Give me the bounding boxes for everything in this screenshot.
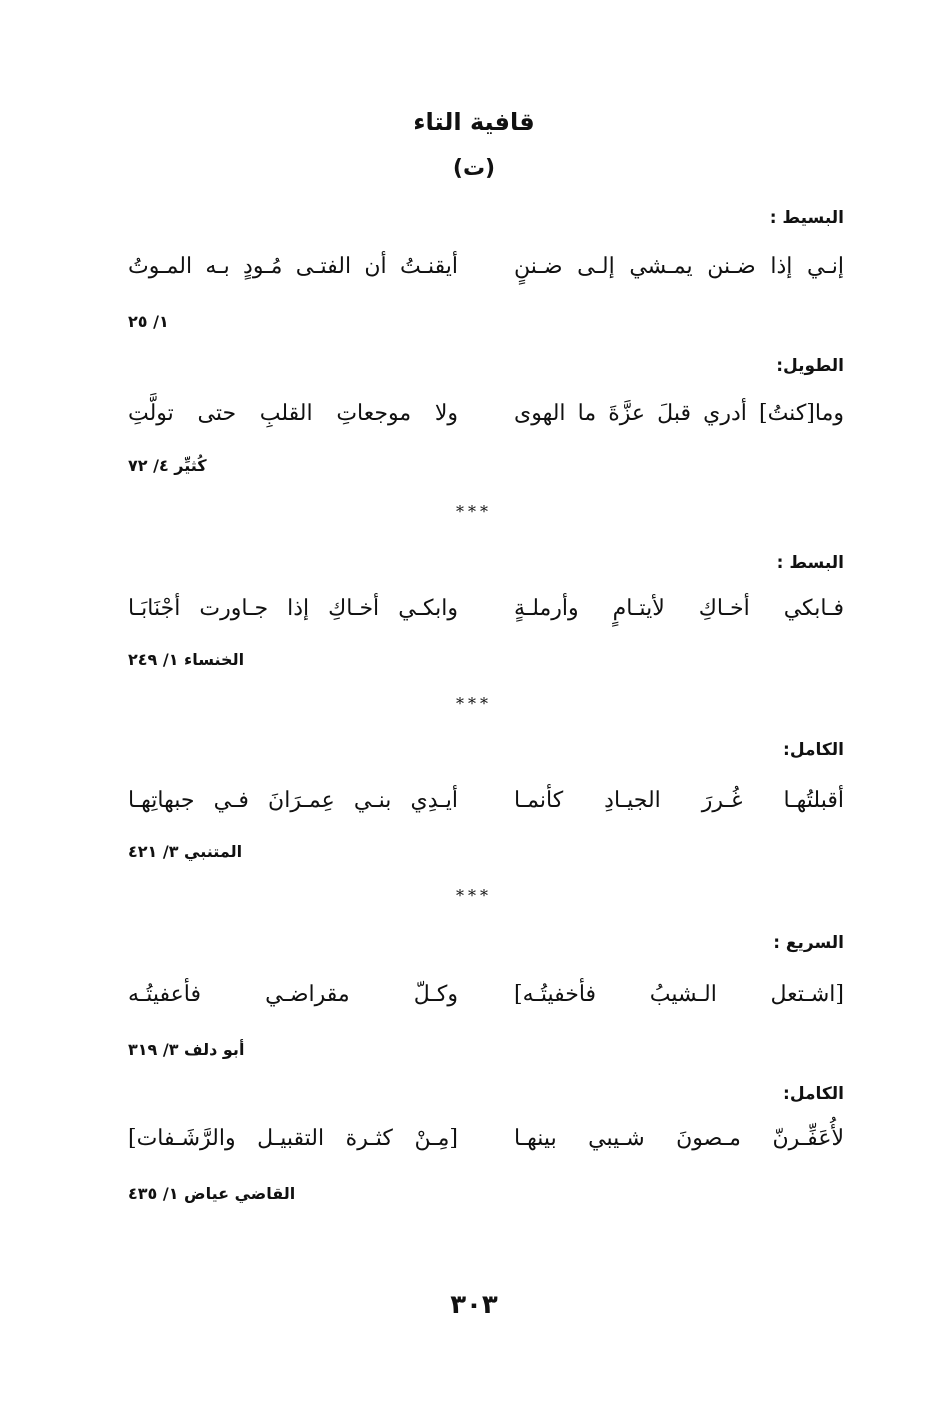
separator-stars: *** bbox=[456, 886, 492, 905]
rhyme-letter: (ت) bbox=[452, 156, 496, 181]
verse-second-hemistich: وابكـي أخـاكِ إذا جـاورت أجْنَابَـا bbox=[128, 596, 458, 621]
verse-line bbox=[128, 254, 844, 294]
separator-stars: *** bbox=[456, 694, 492, 713]
section-title: قافية التاء bbox=[413, 108, 535, 136]
verse-line bbox=[128, 788, 844, 828]
verse-source: الخنساء ١/ ٢٤٩ bbox=[128, 650, 245, 669]
verse-second-hemistich: أيـدِي بنـي عِمـرَانَ فـي جبهاتِهـا bbox=[128, 788, 458, 813]
verse-first-hemistich: إنـي إذا ضـنن يمـشي إلـى ضـننٍ bbox=[514, 254, 844, 279]
verse-line bbox=[128, 596, 844, 636]
verse-source: أبو دلف ٣/ ٣١٩ bbox=[128, 1040, 245, 1059]
verse-line bbox=[128, 401, 844, 441]
verse-first-hemistich: [اشـتعل الـشيبُ فأخفيتُـه] bbox=[514, 982, 844, 1007]
verse-source: ١/ ٢٥ bbox=[128, 312, 169, 331]
verse-source: القاضي عياض ١/ ٤٣٥ bbox=[128, 1184, 296, 1203]
verse-second-hemistich: ولا موجعاتِ القلبِ حتى تولَّتِ bbox=[128, 401, 458, 426]
page-number: ٣٠٣ bbox=[450, 1290, 498, 1320]
meter-label: الكامل: bbox=[783, 740, 844, 760]
verse-first-hemistich: لأُعَفِّـرنّ مـصونَ شـيبي بينهـا bbox=[514, 1126, 844, 1151]
verse-first-hemistich: فـابكي أخـاكِ لأيتـامٍ وأرملـةٍ bbox=[514, 596, 844, 621]
meter-label: الكامل: bbox=[783, 1084, 844, 1104]
verse-second-hemistich: أيقنـتُ أن الفتـى مُـودٍ بـه المـوتُ bbox=[128, 254, 458, 279]
verse-source: المتنبي ٣/ ٤٢١ bbox=[128, 842, 243, 861]
verse-first-hemistich: أقبلتُهـا غُـررَ الجيـادِ كأنمـا bbox=[514, 788, 844, 813]
meter-label: البسيط : bbox=[769, 208, 844, 228]
verse-line bbox=[128, 982, 844, 1022]
verse-source: كُثيِّر ٤/ ٧٢ bbox=[128, 456, 207, 475]
verse-first-hemistich: وما[كنتُ] أدري قبلَ عزَّةَ ما الهوى bbox=[514, 401, 844, 426]
meter-label: البسط : bbox=[776, 553, 844, 573]
verse-line bbox=[128, 1126, 844, 1166]
verse-second-hemistich: [مِـنْ كثـرة التقبيـل والرَّشَـفات] bbox=[128, 1126, 458, 1151]
verse-second-hemistich: وكـلّ مقراضـي فأعفيتُـه bbox=[128, 982, 458, 1007]
separator-stars: *** bbox=[456, 502, 492, 521]
meter-label: السريع : bbox=[773, 933, 844, 953]
meter-label: الطويل: bbox=[776, 356, 844, 376]
